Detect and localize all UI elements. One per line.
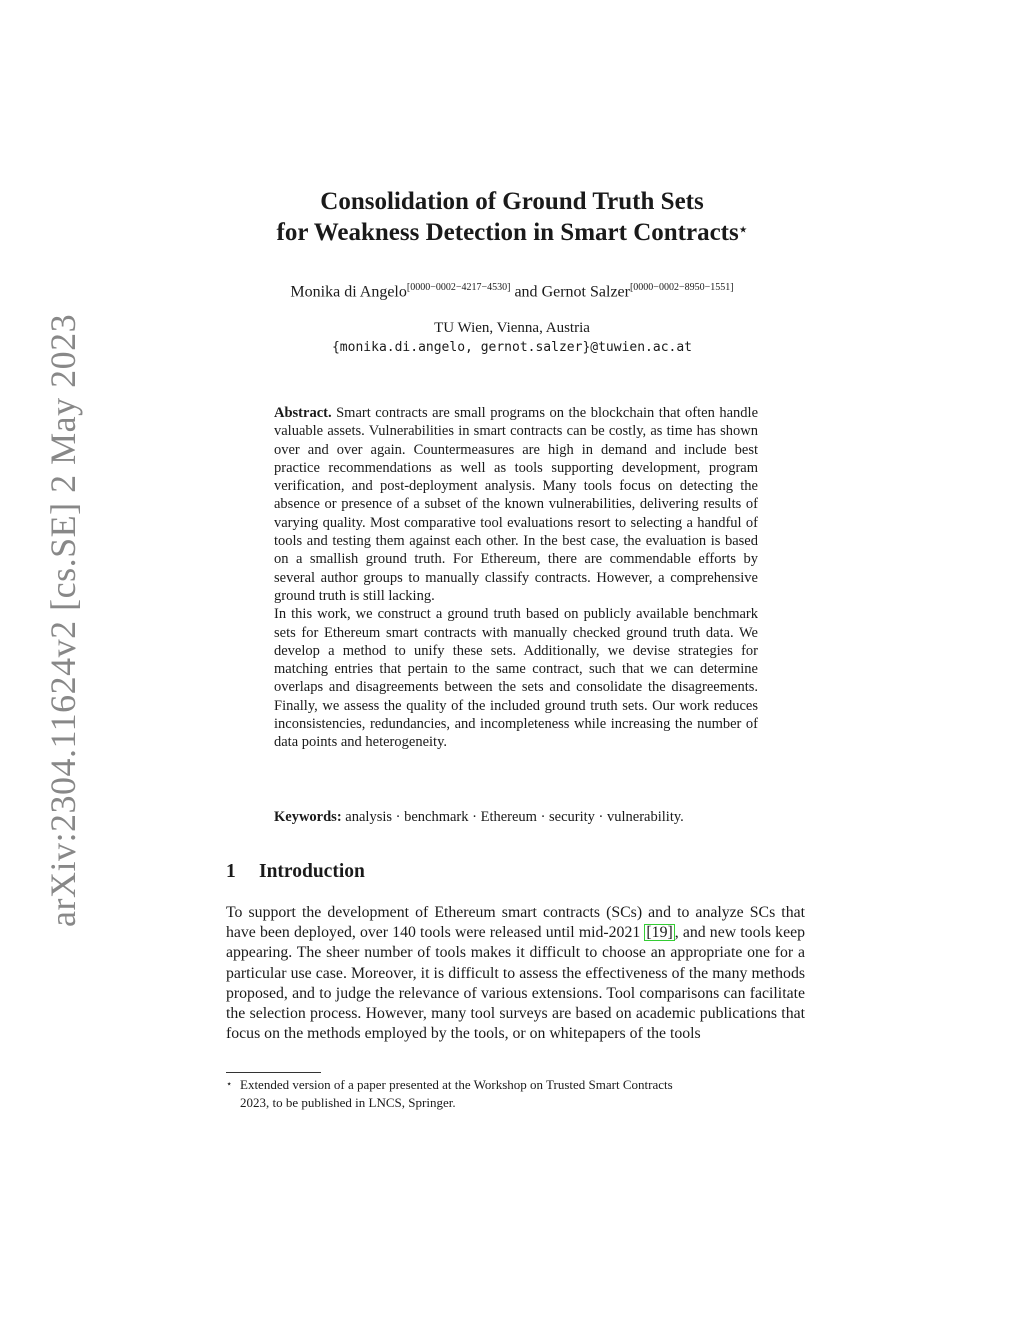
intro-text-1: To support the development of Ethereum smart contracts (SCs) and to analyze SCs that have been deployed, over 140 tools were released until mid-2021 <box>226 904 805 942</box>
introduction-paragraph <box>226 903 805 1044</box>
author-1-orcid: [0000−0002−4217−4530] <box>406 282 511 293</box>
title-footnote-mark: ⋆ <box>738 223 748 238</box>
author-conjunction: and <box>510 283 542 301</box>
footnote <box>226 1076 805 1112</box>
section-heading <box>226 861 365 883</box>
footnote-line-1 <box>226 1076 805 1094</box>
author-emails: {monika.di.angelo, gernot.salzer}@tuwien.ac.at <box>331 340 693 355</box>
abstract-paragraph-1 <box>274 404 758 605</box>
affiliation: TU Wien, Vienna, Austria <box>434 320 590 336</box>
footnote-mark: ⋆ <box>226 1079 233 1090</box>
intro-text-2: , and new tools keep appearing. The sheer number of tools makes it difficult to choose an appropriate one for a particular use case. Moreover, it is difficult to assess the effectiveness of the many methods proposed, and to judge the relevance of various extensions. Tool comparisons can facilitate the selection process. However, many tool surveys are based on academic publications that focus on the methods employed by the tools, or on whitepapers of the tools <box>226 924 805 1043</box>
author-2: Gernot Salzer <box>541 283 630 301</box>
citation-link[interactable]: [19] <box>646 924 673 942</box>
section-title: Introduction <box>259 861 365 882</box>
affiliation-block <box>180 319 844 357</box>
footnote-line-2: 2023, to be published in LNCS, Springer. <box>240 1095 456 1110</box>
abstract-label: Abstract. <box>274 405 332 421</box>
keywords <box>274 809 758 826</box>
arxiv-sidebar-stamp: arXiv:2304.11624v2 [cs.SE] 2 May 2023 <box>43 313 83 927</box>
keywords-text: analysis · benchmark · Ethereum · security · vulnerability. <box>345 809 684 825</box>
title-line-2-text: for Weakness Detection in Smart Contracts <box>276 219 739 246</box>
author-line <box>180 282 844 301</box>
title-line-1: Consolidation of Ground Truth Sets <box>320 188 704 215</box>
title-line-2 <box>180 217 844 248</box>
section-number: 1 <box>226 861 236 882</box>
footnote-rule <box>226 1072 321 1073</box>
footnote-text-1: Extended version of a paper presented at the Workshop on Trusted Smart Contracts <box>240 1077 673 1092</box>
paper-title <box>180 186 844 248</box>
abstract <box>274 404 758 752</box>
author-1: Monika di Angelo <box>290 283 407 301</box>
abstract-text-1: Smart contracts are small programs on the blockchain that often handle valuable assets. Vulnerabilities in smart contracts can be costly, as time has shown over and over again. Countermeasures are high in demand and include best practice recommendations as well as tools supporting development, program verification, and post-deployment analysis. Many tools focus on detecting the absence or presence of a subset of the known vulnerabilities, delivering results of varying quality. Most comparative tool evaluations resort to selecting a handful of tools and testing them against each other. In the best case, the evaluation is based on a smallish ground truth. For Ethereum, there are commendable efforts by several author groups to manually classify contracts. However, a comprehensive ground truth is still lacking. <box>274 405 759 604</box>
abstract-paragraph-2: In this work, we construct a ground truth based on publicly available benchmark sets for Ethereum smart contracts with manually checked ground truth data. We develop a method to unify these sets. Additionally, we devise strategies for matching entries that pertain to the same contract, such that we can determine overlaps and disagreements between the sets and consolidate the disagreements. Finally, we assess the quality of the included ground truth sets. Our work reduces inconsistencies, redundancies, and incompleteness while increasing the number of data points and heterogeneity. <box>274 606 758 751</box>
author-2-orcid: [0000−0002−8950−1551] <box>629 282 734 293</box>
keywords-label: Keywords: <box>274 809 342 825</box>
